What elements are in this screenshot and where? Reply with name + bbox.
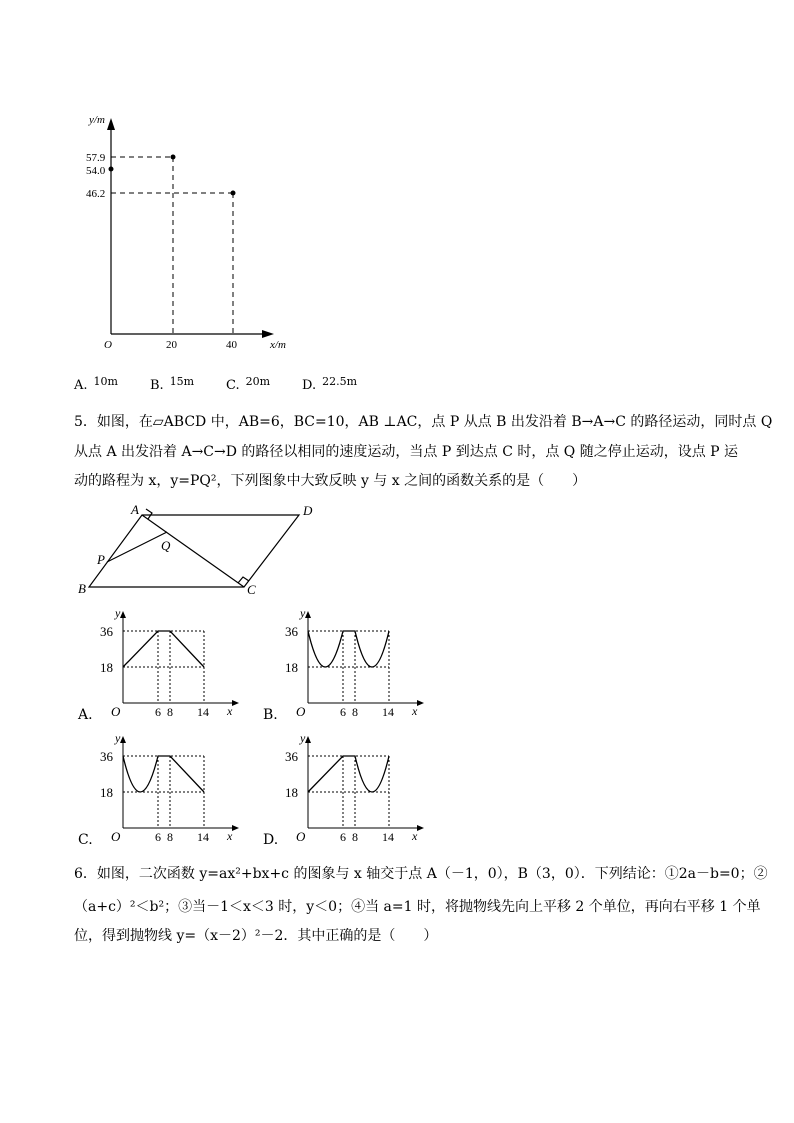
label-d: D bbox=[303, 503, 313, 518]
y-axis-label: y/m bbox=[89, 114, 105, 126]
svg-text:8: 8 bbox=[352, 705, 358, 719]
q4-option-b: B. $^{15m}$ bbox=[150, 375, 195, 393]
svg-text:14: 14 bbox=[197, 705, 209, 719]
distance-height-graph bbox=[80, 108, 300, 358]
curve-c bbox=[123, 756, 204, 792]
diagonal-ac bbox=[142, 515, 244, 587]
y-tick-46-2: 46.2 bbox=[86, 188, 106, 200]
graph-option-c bbox=[100, 730, 240, 845]
q5-text-line3: 动的路程为 x，y=PQ²，下列图象中大致反映 y 与 x 之间的函数关系的是（ ） bbox=[74, 473, 587, 489]
svg-text:x: x bbox=[227, 829, 233, 843]
x-axis-label: x/m bbox=[270, 339, 286, 351]
svg-text:6: 6 bbox=[340, 705, 346, 719]
x-axis-arrow bbox=[262, 330, 274, 338]
segment-pq bbox=[107, 532, 167, 562]
svg-text:14: 14 bbox=[382, 705, 394, 719]
parallelogram-figure bbox=[70, 500, 330, 600]
svg-text:O: O bbox=[296, 704, 306, 719]
q5-option-b-label: B. bbox=[263, 707, 278, 723]
origin-label: O bbox=[104, 339, 112, 351]
right-angle-a bbox=[146, 509, 152, 519]
svg-text:8: 8 bbox=[167, 705, 173, 719]
svg-text:y: y bbox=[115, 731, 121, 745]
q5-text-line1: 5．如图，在▱ABCD 中，AB=6，BC=10，AB ⊥AC，点 P 从点 B 出发沿着 B→A→C 的路径运动，同时点 Q bbox=[74, 414, 773, 430]
point-landing bbox=[231, 191, 236, 196]
svg-text:14: 14 bbox=[197, 830, 209, 844]
label-p: P bbox=[97, 552, 105, 567]
graph-option-a bbox=[100, 605, 240, 720]
svg-text:8: 8 bbox=[167, 830, 173, 844]
svg-text:O: O bbox=[111, 829, 121, 844]
svg-text:6: 6 bbox=[155, 830, 161, 844]
svg-text:y: y bbox=[300, 606, 306, 620]
svg-text:O: O bbox=[296, 829, 306, 844]
y-tick-57-9: 57.9 bbox=[86, 152, 106, 164]
point-peak bbox=[171, 155, 176, 160]
svg-text:8: 8 bbox=[352, 830, 358, 844]
svg-text:x: x bbox=[227, 704, 233, 718]
x-tick-20: 20 bbox=[166, 339, 177, 351]
svg-text:36: 36 bbox=[285, 749, 298, 764]
svg-text:x: x bbox=[412, 829, 418, 843]
q6-text-line2: （a+c）²＜b²；③当－1＜x＜3 时，y＜0；④当 a=1 时，将抛物线先向上平移 2 个单位，再向右平移 1 个单 bbox=[74, 899, 761, 915]
curve-a bbox=[123, 631, 204, 667]
q6-text-line1: 6．如图，二次函数 y=ax²+bx+c 的图象与 x 轴交于点 A（－1，0），B（3，0）．下列结论：①2a－b=0；② bbox=[74, 866, 768, 882]
label-b: B bbox=[78, 581, 86, 596]
svg-text:6: 6 bbox=[155, 705, 161, 719]
graph-option-b bbox=[285, 605, 425, 720]
svg-text:y: y bbox=[115, 606, 121, 620]
svg-text:36: 36 bbox=[100, 749, 113, 764]
graph-option-d bbox=[285, 730, 425, 845]
q4-option-d: D. $^{22.5m}$ bbox=[302, 375, 358, 393]
q5-option-d-label: D. bbox=[263, 832, 279, 848]
svg-text:18: 18 bbox=[100, 785, 113, 800]
y-axis-arrow bbox=[107, 118, 115, 130]
q5-option-c-label: C. bbox=[78, 832, 93, 848]
svg-text:18: 18 bbox=[100, 660, 113, 675]
curve-d bbox=[308, 756, 389, 792]
svg-text:18: 18 bbox=[285, 660, 298, 675]
svg-text:36: 36 bbox=[285, 624, 298, 639]
curve-b bbox=[308, 631, 389, 667]
q4-option-a: A. $^{10m}$ bbox=[74, 375, 118, 393]
label-c: C bbox=[247, 582, 256, 597]
q4-option-c: C. $^{20m}$ bbox=[226, 375, 271, 393]
q6-text-line3: 位，得到抛物线 y=（x－2）²－2．其中正确的是（ ） bbox=[74, 928, 438, 944]
q5-option-a-label: A. bbox=[78, 707, 93, 723]
q5-text-line2: 从点 A 出发沿着 A→C→D 的路径以相同的速度运动，当点 P 到达点 C 时，点 Q 随之停止运动，设点 P 运 bbox=[74, 444, 739, 460]
x-tick-40: 40 bbox=[226, 339, 237, 351]
label-a: A bbox=[131, 502, 139, 517]
point-start bbox=[109, 167, 114, 172]
svg-text:6: 6 bbox=[340, 830, 346, 844]
label-q: Q bbox=[161, 538, 171, 553]
svg-text:y: y bbox=[300, 731, 306, 745]
y-tick-54-0: 54.0 bbox=[86, 165, 106, 177]
svg-text:18: 18 bbox=[285, 785, 298, 800]
svg-text:O: O bbox=[111, 704, 121, 719]
svg-text:x: x bbox=[412, 704, 418, 718]
svg-text:36: 36 bbox=[100, 624, 113, 639]
svg-text:14: 14 bbox=[382, 830, 394, 844]
